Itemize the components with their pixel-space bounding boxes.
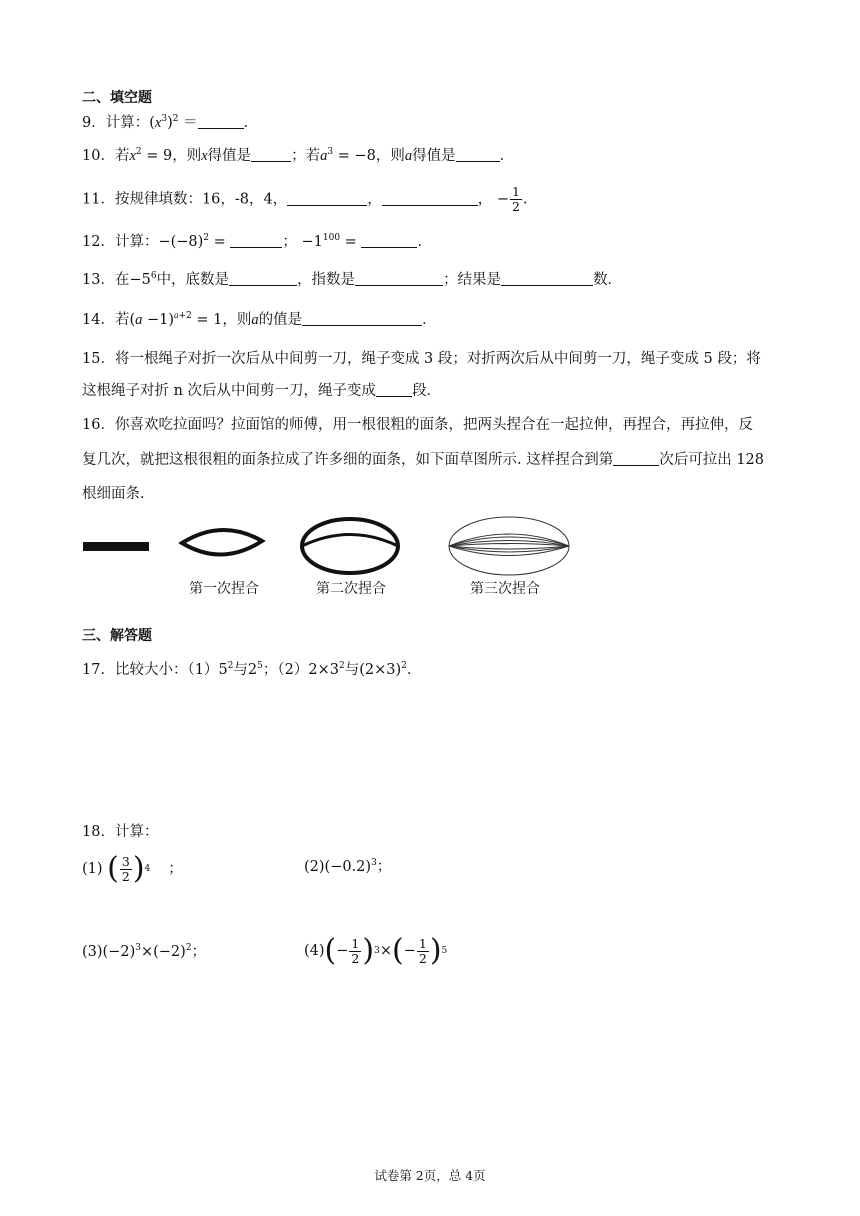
question-17: 17．比较大小：$(1)5^2$与$2^5$；$(2)2\times 3^2$与$(2\times 3)^2$． xyxy=(82,661,422,678)
third-fold-shape xyxy=(449,517,569,575)
caption-first-fold: 第一次捏合 xyxy=(189,581,259,597)
question-18-title: 18．计算： xyxy=(82,824,159,840)
question-18-part-2: $(2)(-0.2)^3$； xyxy=(304,858,392,875)
question-18-part-1: (1) ( $\frac{3}{2}$ ) 4 ； xyxy=(82,851,183,886)
caption-second-fold: 第二次捏合 xyxy=(316,581,386,597)
question-16-line-3: 根细面条. xyxy=(82,486,145,502)
fraction-one-half: $\frac{1}{2}$ xyxy=(512,184,520,214)
question-18-part-4: (4) ( − $\frac{1}{2}$ ) 3 × ( − $\frac{1}{2}$ ) 5 xyxy=(304,933,448,968)
section-heading-fill-blank: 二、填空题 xyxy=(82,90,152,106)
question-11: 11．按规律填数：16，-8，4， ， ， − $\frac{1}{2}$ ． xyxy=(82,184,538,214)
question-10: 10．若$x^2 = 9$，则x得值是 ；若$a^3 = -8$，则a得值是 ． xyxy=(82,147,515,164)
question-12: 12．计算：$-(-8)^2$ = ； $-1^{100}$ = ． xyxy=(82,233,432,250)
thick-noodle xyxy=(83,542,149,551)
question-14: 14．若$(a -1)^{a+2} = 1$，则a的值是 ． xyxy=(82,310,437,328)
question-9: 9．计算：$(x^3)^2$ ＝ ． xyxy=(82,114,259,131)
question-16-line-2: 复几次，就把这根很粗的面条拉成了许多细的面条，如下面草图所示. 这样捏合到第 次后可拉出 128 xyxy=(82,452,765,468)
section-heading-solve: 三、解答题 xyxy=(82,628,152,644)
first-fold-shape xyxy=(182,530,262,555)
question-13: 13．在$-5^6$中，底数是 ，指数是 ；结果是 数． xyxy=(82,271,623,288)
question-16-line-1: 16．你喜欢吃拉面吗？拉面馆的师傅，用一根很粗的面条，把两头捏合在一起拉伸，再捏合，再拉伸，反 xyxy=(82,417,753,433)
question-15-line-1: 15．将一根绳子对折一次后从中间剪一刀，绳子变成 3 段；对折两次后从中间剪一刀，绳子变成 5 段；将 xyxy=(82,351,761,367)
caption-third-fold: 第三次捏合 xyxy=(470,581,540,597)
question-15-line-2: 这根绳子对折 n 次后从中间剪一刀，绳子变成 段． xyxy=(82,383,442,399)
second-fold-shape xyxy=(302,519,398,573)
page-footer: 试卷第 2页，总 4页 xyxy=(374,1168,486,1183)
question-18-part-3: $(3)(-2)^3\times(-2)^2$； xyxy=(82,943,207,960)
